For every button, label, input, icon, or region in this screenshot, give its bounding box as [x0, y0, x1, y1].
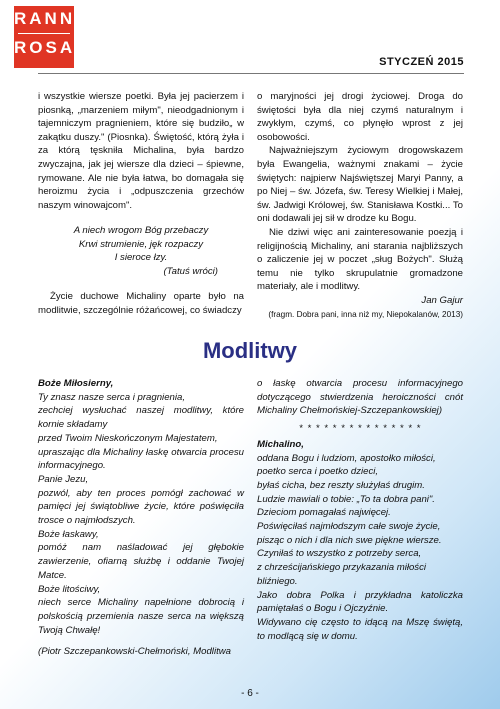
prayer-line: oddana Bogu i ludziom, apostołko miłości, [257, 452, 436, 464]
prayer-line: zechciej wysłuchać naszej modlitwy, które kornie składamy [38, 405, 244, 431]
article-author: Jan Gajur [421, 294, 463, 306]
article-paragraph: Najważniejszym życiowym drogowskazem była Ewangelia, ważnymi znakami – życie świętych: najpierw Najświętszej Maryi Panny, a po Niej – św. Józefa, św. Teresy Wielkiej i Małej, św. Jadwigi Królowej, św. Stanisława Kostki... To oni dodawali jej sił w drodze ku Bogu. [257, 145, 463, 225]
masthead-logo [14, 6, 91, 68]
poem-line: I sieroce łzy. [114, 252, 168, 264]
prayer-line: przed Twoim Nieskończonym Majestatem, [38, 432, 218, 444]
prayer-line: niech serce Michaliny napełnione dobrocią i polskością przemienia nasze serca na większą Twoją Chwałę! [38, 597, 244, 636]
prayer-attribution-cont: o łaskę otwarcia procesu informacyjnego dotyczącego stwierdzenia heroiczności cnót Michaliny Chełmońskiej-Szczepankowskiej) [257, 378, 463, 417]
prayer-heading: Boże Miłosierny, [38, 378, 114, 389]
article-right-column [257, 90, 463, 321]
logo-line-2: ROSA [14, 38, 76, 57]
issue-date: STYCZEŃ 2015 [379, 56, 464, 68]
article-paragraph: Życie duchowe Michaliny oparte było na modlitwie, szczególnie różańcowej, co świadczy [38, 290, 244, 316]
prayer-2-column [257, 377, 463, 643]
prayer-line: pozwól, aby ten proces pomógł zachować w pamięci jej świątobliwe życie, które poświęciła trosce o najmłodszych. [38, 487, 244, 527]
prayer-line: Poświęciłaś najmłodszym całe swoje życie, [257, 521, 441, 533]
prayer-line: Czyniłaś to wszystko z potrzeby serca, [257, 548, 422, 560]
poem [38, 224, 244, 278]
logo-divider [18, 33, 70, 34]
page-number: - 6 - [241, 688, 259, 699]
prayer-line: Widywano cię często to idącą na Mszę świętą, to modlącą się w domu. [257, 616, 463, 642]
article-paragraph: o maryjności jej drogi życiowej. Droga do świętości była dla niej czymś naturalnym i zwykłym, czymś, co płynęło wprost z jej osobowości. [257, 91, 463, 143]
prayer-line: Jako dobra Polka i przykładna katoliczka pamiętałaś o Bogu i Ojczyźnie. [257, 589, 463, 615]
prayer-line: upraszając dla Michaliny łaskę otwarcia procesu informacyjnego. [38, 446, 244, 472]
prayer-line: Boże litościwy, [38, 583, 101, 595]
poem-line: A niech wrogom Bóg przebaczy [73, 225, 209, 237]
prayer-attribution: (Piotr Szczepankowski-Chełmoński, Modlitwa [38, 646, 232, 658]
prayer-line: pomóż nam naśladować jej głębokie zawierzenie, ofiarną służbę i oddanie Twojej Matce. [38, 542, 244, 581]
poem-source: (Tatuś wróci) [163, 265, 218, 277]
prayer-line: byłaś cicha, bez reszty służyłaś drugim. [257, 479, 425, 491]
prayer-line: Dzieciom pomagałaś najwięcej. [257, 507, 391, 519]
prayer-1 [38, 377, 244, 659]
prayer-line: Ludzie mawiali o tobie: „To ta dobra pani". [257, 493, 435, 505]
article-source: (fragm. Dobra pani, inna niż my, Niepokalanów, 2013) [268, 309, 463, 319]
prayer-heading: Michalino, [257, 438, 304, 450]
logo-line-1: RANNA [14, 9, 91, 28]
prayer-line: Ty znasz nasze serca i pragnienia, [38, 391, 185, 403]
article-paragraph: i wszystkie wiersze poetki. Była jej pacierzem i piosnką, „marzeniem miłym", nieodgadnionym i tajemniczym pragnieniem, które się budziło„ w zakątku duszy." (Piosnka). Świętość, którą żyła i za którą tęskniła Michalina, była bardzo zwyczajna, jak jej wiersze dla dzieci – śpiewne, rymowane. Ale nie była łatwa, bo domagała się heroizmu życia i „odpuszczenia grzechów naszym winowajcom". [38, 91, 244, 211]
prayer-line: pisząc o nich i dla nich swe piękne wiersze. [257, 534, 442, 546]
separator-stars: * * * * * * * * * * * * * * * [298, 423, 422, 435]
header-rule [38, 73, 464, 74]
prayer-line: poetko serca i poetko dzieci, [257, 466, 379, 478]
section-title: Modlitwy [202, 338, 298, 363]
poem-line: Krwi strumienie, jęk rozpaczy [78, 238, 204, 250]
prayer-line: Panie Jezu, [38, 473, 89, 485]
article-paragraph: Nie dziwi więc ani zainteresowanie poezją i religijnością Michaliny, ani starania najbliższych o zaliczenie jej w poczet „sług Bożych". Służą temu nie tylko skrupulatnie gromadzone materiały, ale i modlitwy. [257, 226, 463, 293]
article-left-column [38, 90, 244, 317]
prayer-line: z chrześcijańskiego przykazania miłości bliźniego. [257, 562, 427, 587]
prayer-line: Boże łaskawy, [38, 528, 99, 540]
